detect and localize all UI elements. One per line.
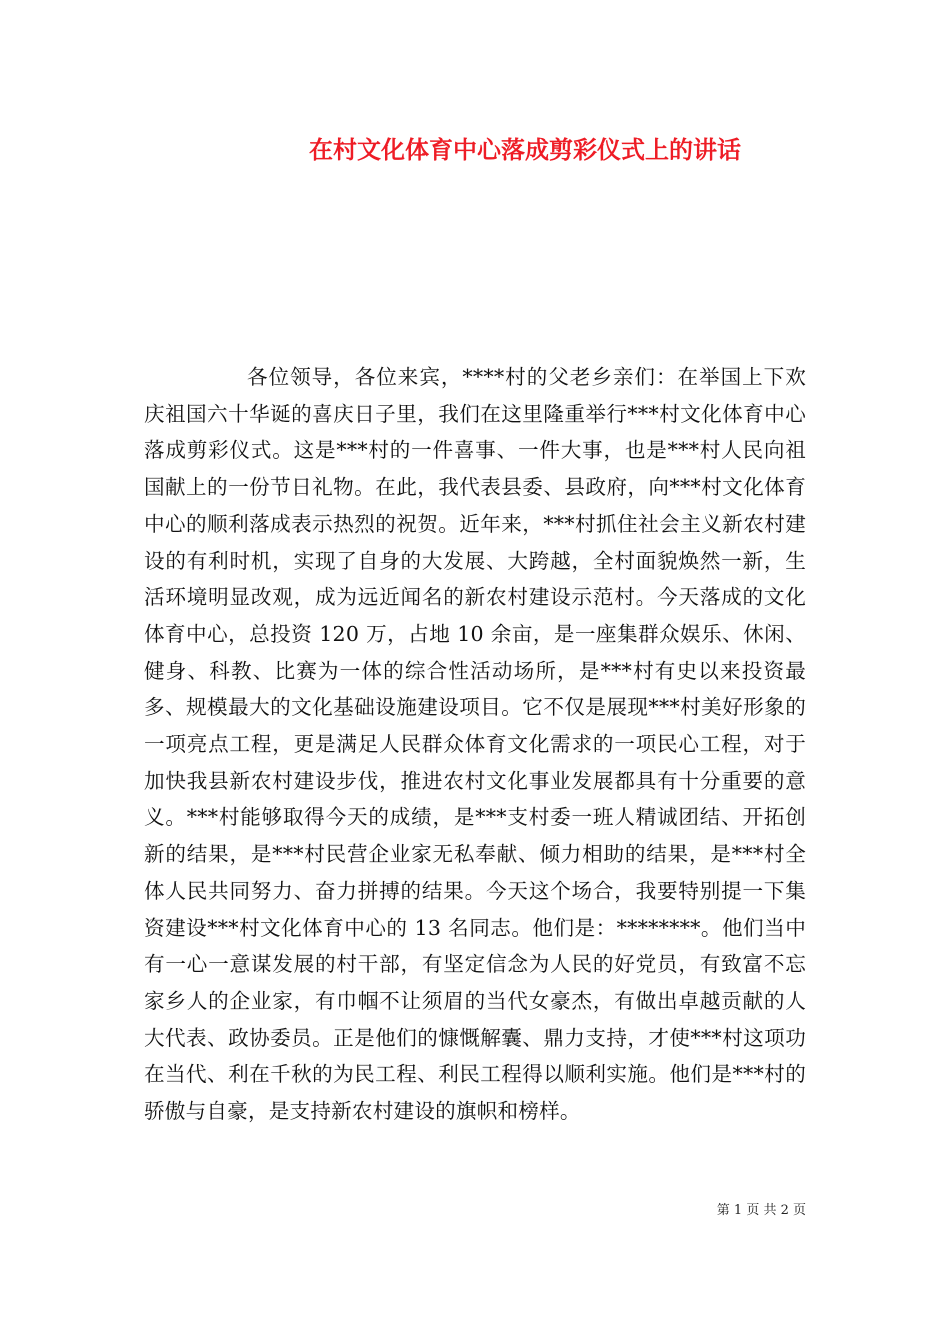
page-indicator: 第 1 页 共 2 页 xyxy=(716,1203,806,1218)
document-title: 在村文化体育中心落成剪彩仪式上的讲话 xyxy=(309,135,741,164)
speech-body-paragraph: 各位领导，各位来宾，****村的父老乡亲们：在举国上下欢庆祖国六十华诞的喜庆日子里，我们在这里隆重举行***村文化体育中心落成剪彩仪式。这是***村的一件喜事、一件大事，也是***村人民向祖国献上的一份节日礼物。在此，我代表县委、县政府，向***村文化体育中心的顺利落成表示热烈的祝贺。近年来，***村抓住社会主义新农村建设的有利时机，实现了自身的大发展、大跨越，全村面貌焕然一新，生活环境明显改观，成为远近闻名的新农村建设示范村。今天落成的文化体育中心，总投资 120 万，占地 10 余亩，是一座集群众娱乐、休闲、健身、科教、比赛为一体的综合性活动场所，是***村有史以来投资最多、规模最大的文化基础设施建设项目。它不仅是展现***村美好形象的一项亮点工程，更是满足人民群众体育文化需求的一项民心工程，对于加快我县新农村建设步伐，推进农村文化事业发展都具有十分重要的意义。***村能够取得今天的成绩，是***支村委一班人精诚团结、开拓创新的结果，是***村民营企业家无私奉献、倾力相助的结果，是***村全体人民共同努力、奋力拼搏的结果。今天这个场合，我要特别提一下集资建设***村文化体育中心的 13 名同志。他们是：********。他们当中有一心一意谋发展的村干部，有坚定信念为人民的好党员，有致富不忘家乡人的企业家，有巾帼不让须眉的当代女豪杰，有做出卓越贡献的人大代表、政协委员。正是他们的慷慨解囊、鼎力支持，才使***村这项功在当代、利在千秋的为民工程、利民工程得以顺利实施。他们是***村的骄傲与自豪，是支持新农村建设的旗帜和榜样。 xyxy=(144,365,806,1124)
